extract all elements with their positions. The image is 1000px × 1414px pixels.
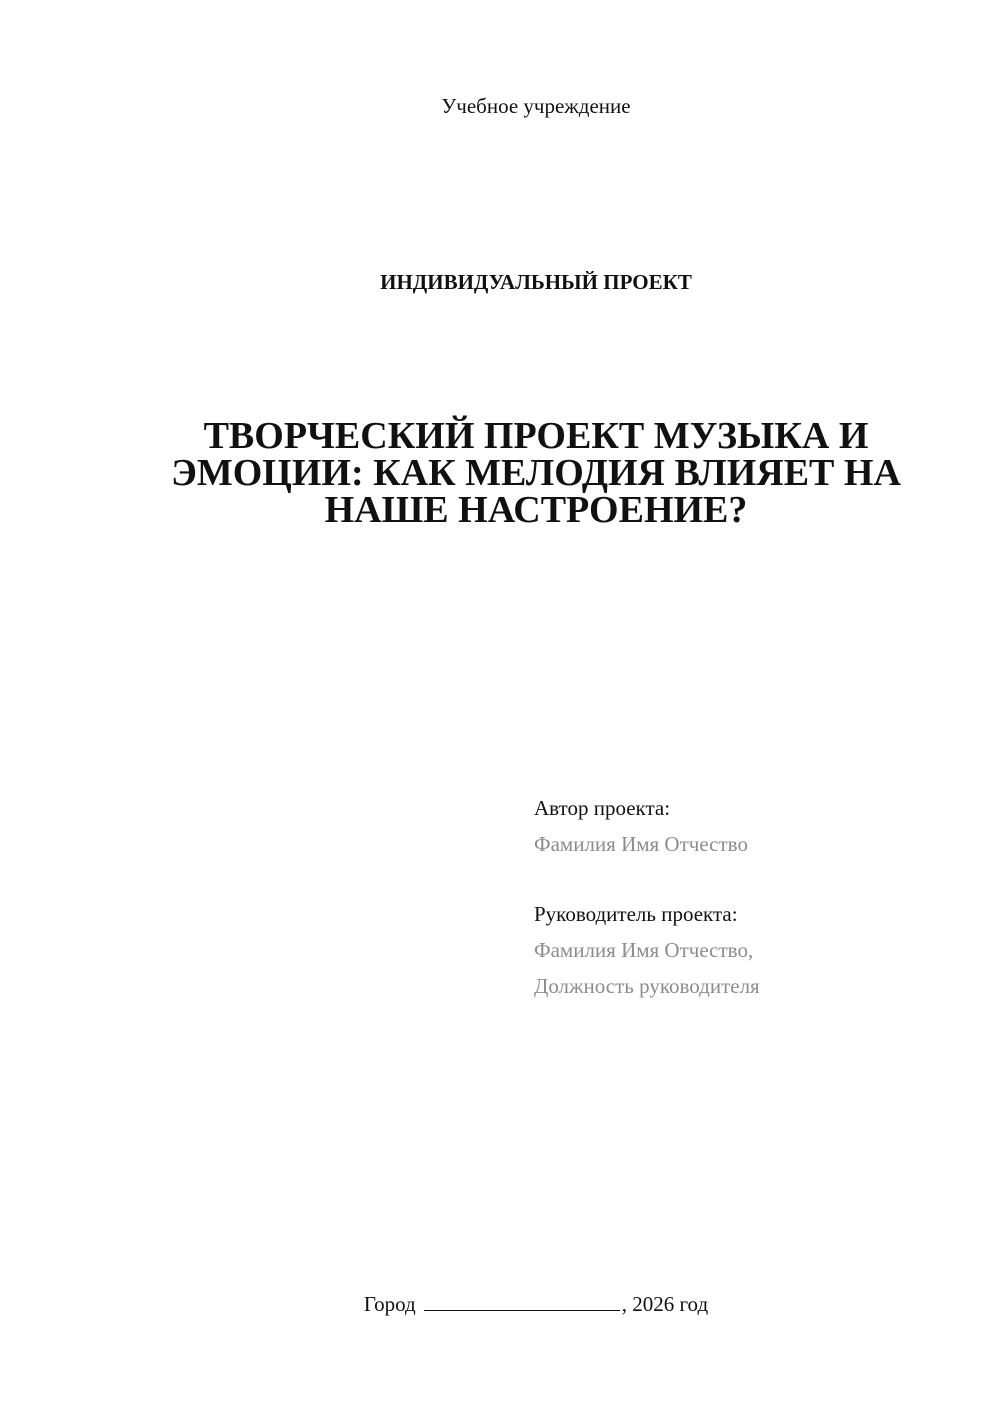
project-title-line: ТВОРЧЕСКИЙ ПРОЕКТ МУЗЫКА И — [203, 415, 869, 457]
city-blank-line — [424, 1292, 620, 1311]
supervisor-name: Фамилия Имя Отчество, — [534, 938, 754, 962]
project-title-line: НАШЕ НАСТРОЕНИЕ? — [324, 489, 748, 531]
author-label: Автор проекта: — [534, 796, 671, 820]
year-text: , 2026 год — [621, 1292, 709, 1316]
credits-spacer — [534, 862, 974, 896]
supervisor-position: Должность руководителя — [534, 974, 760, 998]
project-title — [160, 415, 912, 531]
project-type-heading: ИНДИВИДУАЛЬНЫЙ ПРОЕКТ — [380, 270, 692, 294]
project-title-line: ЭМОЦИИ: КАК МЕЛОДИЯ ВЛИЯЕТ НА — [171, 452, 901, 494]
author-name: Фамилия Имя Отчество — [534, 832, 748, 856]
city-year-line — [0, 1290, 1000, 1318]
city-label: Город — [363, 1292, 416, 1316]
institution-name: Учебное учреждение — [441, 94, 631, 118]
supervisor-label: Руководитель проекта: — [534, 902, 738, 926]
project-credits — [534, 790, 974, 1004]
